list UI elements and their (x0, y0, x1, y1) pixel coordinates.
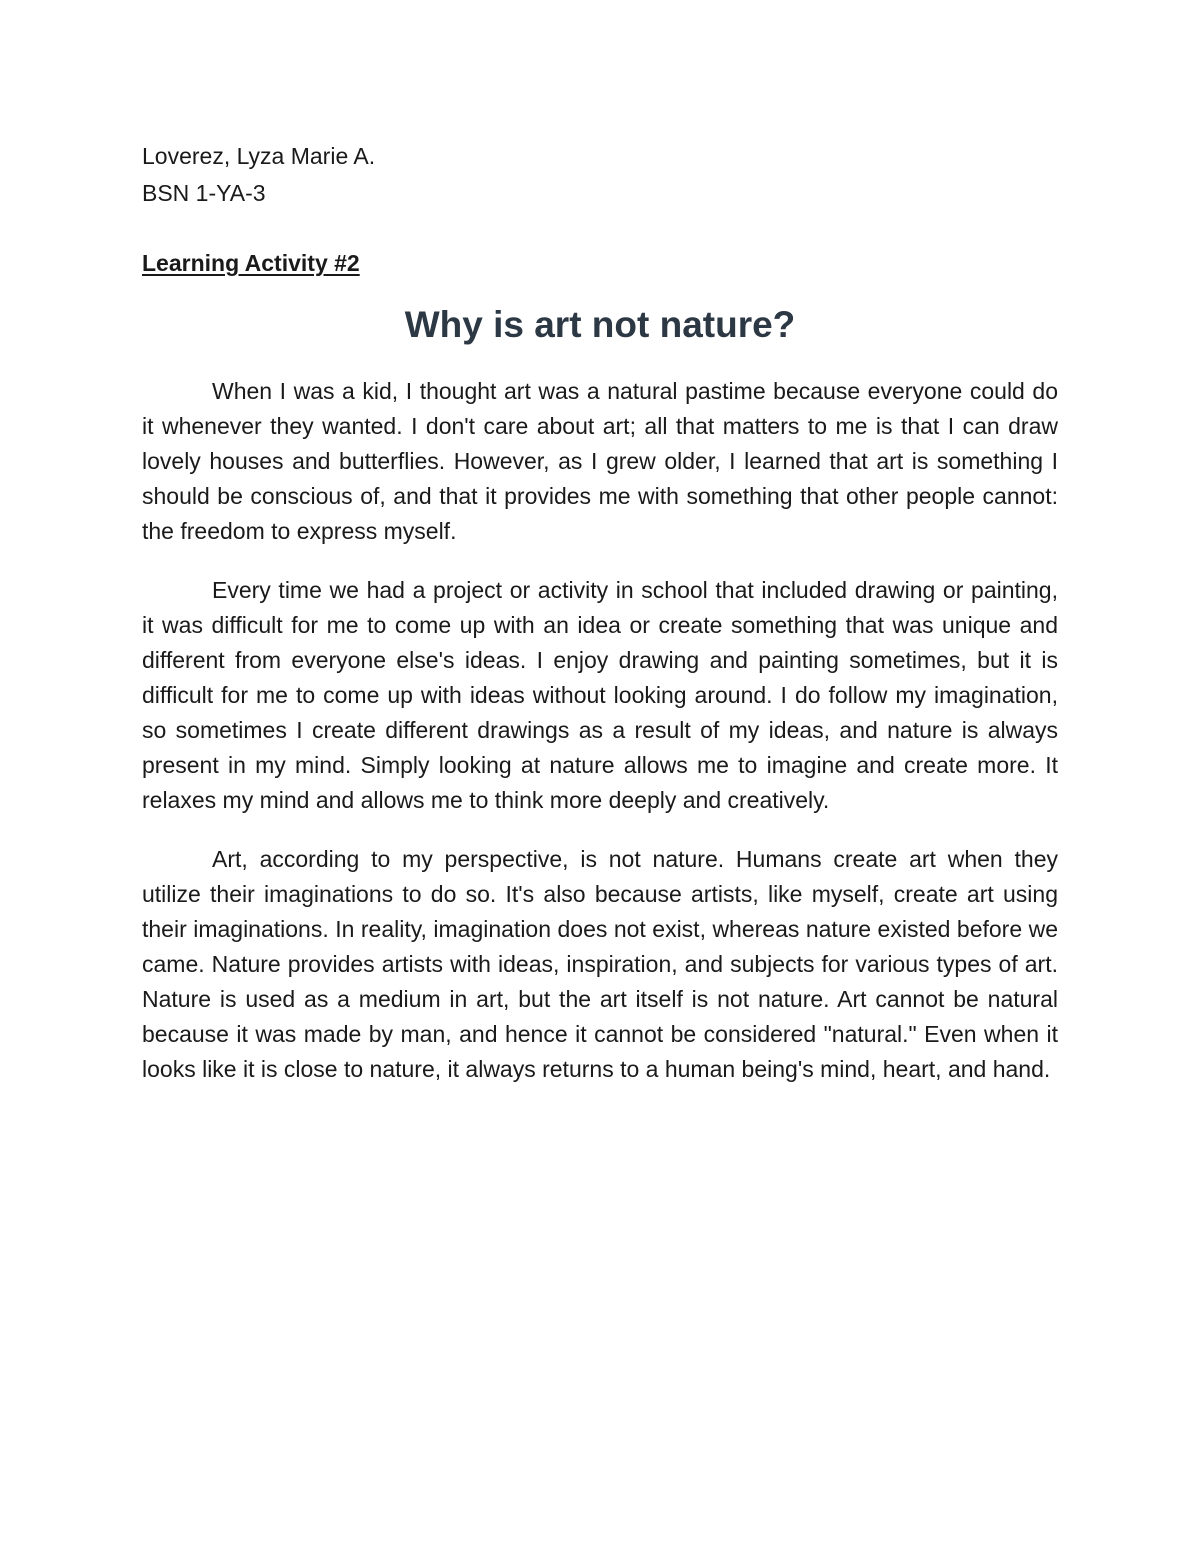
essay-paragraph-2: Every time we had a project or activity in school that included drawing or painting, it was difficult for me to come up with an idea or create something that was unique and different from everyone else's ideas. I enjoy drawing and painting sometimes, but it is difficult for me to come up with ideas without looking around. I do follow my imagination, so sometimes I create different drawings as a result of my ideas, and nature is always present in my mind. Simply looking at nature allows me to imagine and create more. It relaxes my mind and allows me to think more deeply and creatively. (142, 577, 1058, 813)
essay-paragraph-3: Art, according to my perspective, is not nature. Humans create art when they utilize their imaginations to do so. It's also because artists, like myself, create art using their imaginations. In reality, imagination does not exist, whereas nature existed before we came. Nature provides artists with ideas, inspiration, and subjects for various types of art. Nature is used as a medium in art, but the art itself is not nature. Art cannot be natural because it was made by man, and hence it cannot be considered "natural." Even when it looks like it is close to nature, it always returns to a human being's mind, heart, and hand. (142, 846, 1058, 1082)
essay-body (142, 374, 1058, 1111)
essay-title: Why is art not nature? (404, 304, 796, 345)
essay-paragraph-1: When I was a kid, I thought art was a natural pastime because everyone could do it whenever they wanted. I don't care about art; all that matters to me is that I can draw lovely houses and butterflies. However, as I grew older, I learned that art is something I should be conscious of, and that it provides me with something that other people cannot: the freedom to express myself. (142, 378, 1058, 544)
student-section: BSN 1-YA-3 (142, 180, 266, 206)
activity-label: Learning Activity #2 (142, 250, 360, 276)
student-name: Loverez, Lyza Marie A. (142, 143, 376, 169)
